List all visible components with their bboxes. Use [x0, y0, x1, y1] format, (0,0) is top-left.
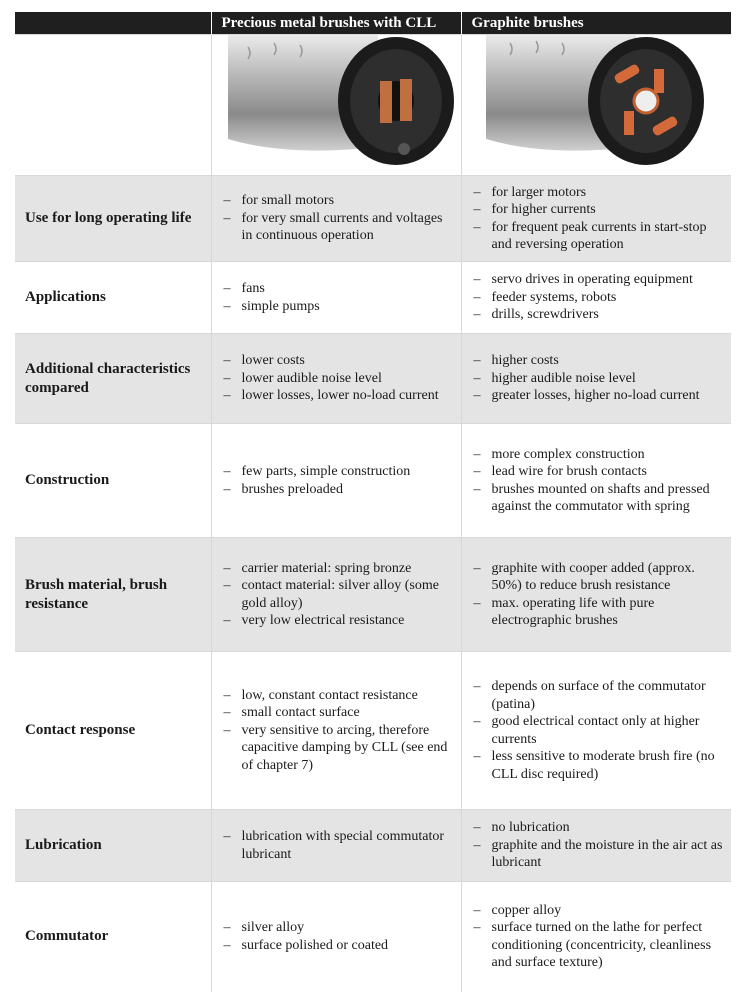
list-item: – feeder systems, robots: [492, 289, 726, 307]
graphite-cell: [461, 424, 731, 538]
list-item: – fans: [242, 280, 455, 298]
precious-metal-cell: [211, 334, 461, 424]
row-label: Use for long operating life: [15, 176, 211, 262]
bullet-list: [462, 819, 732, 872]
list-item: – lead wire for brush contacts: [492, 463, 726, 481]
list-item: – surface polished or coated: [242, 937, 455, 955]
header-row: [15, 12, 731, 35]
image-row-label: [15, 35, 211, 176]
list-item: – servo drives in operating equipment: [492, 271, 726, 289]
list-item: – for small motors: [242, 192, 455, 210]
list-item: – good electrical contact only at higher currents: [492, 713, 726, 748]
image-row: [15, 35, 731, 176]
bullet-list: [212, 280, 461, 315]
table-row: [15, 652, 731, 810]
list-item: – lubrication with special commutator lubricant: [242, 828, 455, 863]
list-item: – no lubrication: [492, 819, 726, 837]
header-empty: [15, 12, 211, 35]
list-item: – carrier material: spring bronze: [242, 560, 455, 578]
row-label: Brush material, brush resistance: [15, 538, 211, 652]
bullet-list: [212, 828, 461, 863]
bullet-list: [462, 902, 732, 972]
table-row: [15, 810, 731, 882]
image-cell-graphite: [461, 35, 731, 176]
graphite-cell: [461, 176, 731, 262]
list-item: – small contact surface: [242, 704, 455, 722]
list-item: – less sensitive to moderate brush fire (no CLL disc required): [492, 748, 726, 783]
precious-metal-cell: [211, 652, 461, 810]
row-label: Lubrication: [15, 810, 211, 882]
precious-metal-cell: [211, 176, 461, 262]
list-item: – brushes mounted on shafts and pressed against the commutator with spring: [492, 481, 726, 516]
list-item: – drills, screwdrivers: [492, 306, 726, 324]
bullet-list: [462, 184, 732, 254]
row-label: Contact response: [15, 652, 211, 810]
row-label: Additional characteristics compared: [15, 334, 211, 424]
bullet-list: [212, 919, 461, 954]
list-item: – depends on surface of the commutator (patina): [492, 678, 726, 713]
row-label: Commutator: [15, 882, 211, 992]
bullet-list: [462, 446, 732, 516]
table-row: [15, 424, 731, 538]
table-row: [15, 538, 731, 652]
bullet-list: [212, 463, 461, 498]
list-item: – simple pumps: [242, 298, 455, 316]
table-row: [15, 882, 731, 992]
list-item: – graphite with cooper added (approx. 50%) to reduce brush resistance: [492, 560, 726, 595]
row-label: Applications: [15, 262, 211, 334]
header-graphite: Graphite brushes: [461, 12, 731, 35]
list-item: – lower audible noise level: [242, 370, 455, 388]
list-item: – more complex construction: [492, 446, 726, 464]
bullet-list: [462, 271, 732, 324]
list-item: – for very small currents and voltages in continuous operation: [242, 210, 455, 245]
bullet-list: [212, 352, 461, 405]
list-item: – very sensitive to arcing, therefore capacitive damping by CLL (see end of chapter 7): [242, 722, 455, 775]
graphite-motor-image: [486, 35, 712, 165]
list-item: – for higher currents: [492, 201, 726, 219]
graphite-cell: [461, 334, 731, 424]
list-item: – higher audible noise level: [492, 370, 726, 388]
bullet-list: [462, 678, 732, 783]
table-row: [15, 334, 731, 424]
list-item: – surface turned on the lathe for perfect conditioning (concentricity, cleanliness and surface texture): [492, 919, 726, 972]
header-precious-metal: Precious metal brushes with CLL: [211, 12, 461, 35]
precious-metal-cell: [211, 810, 461, 882]
list-item: – contact material: silver alloy (some gold alloy): [242, 577, 455, 612]
bullet-list: [212, 560, 461, 630]
precious-metal-cell: [211, 424, 461, 538]
list-item: – lower costs: [242, 352, 455, 370]
list-item: – brushes preloaded: [242, 481, 455, 499]
list-item: – copper alloy: [492, 902, 726, 920]
list-item: – higher costs: [492, 352, 726, 370]
graphite-cell: [461, 262, 731, 334]
bullet-list: [462, 352, 732, 405]
list-item: – low, constant contact resistance: [242, 687, 455, 705]
list-item: – greater losses, higher no-load current: [492, 387, 726, 405]
graphite-cell: [461, 652, 731, 810]
precious-metal-cell: [211, 538, 461, 652]
list-item: – graphite and the moisture in the air act as lubricant: [492, 837, 726, 872]
list-item: – very low electrical resistance: [242, 612, 455, 630]
bullet-list: [212, 192, 461, 245]
list-item: – silver alloy: [242, 919, 455, 937]
graphite-cell: [461, 538, 731, 652]
list-item: – few parts, simple construction: [242, 463, 455, 481]
list-item: – lower losses, lower no-load current: [242, 387, 455, 405]
row-label: Construction: [15, 424, 211, 538]
precious-metal-motor-image: [228, 35, 454, 165]
precious-metal-cell: [211, 882, 461, 992]
image-cell-precious: [211, 35, 461, 176]
comparison-table: [15, 12, 731, 992]
table-row: [15, 262, 731, 334]
list-item: – max. operating life with pure electrographic brushes: [492, 595, 726, 630]
bullet-list: [212, 687, 461, 775]
comparison-table-wrapper: [15, 12, 731, 992]
graphite-cell: [461, 810, 731, 882]
bullet-list: [462, 560, 732, 630]
list-item: – for larger motors: [492, 184, 726, 202]
list-item: – for frequent peak currents in start-stop and reversing operation: [492, 219, 726, 254]
table-row: [15, 176, 731, 262]
precious-metal-cell: [211, 262, 461, 334]
graphite-cell: [461, 882, 731, 992]
